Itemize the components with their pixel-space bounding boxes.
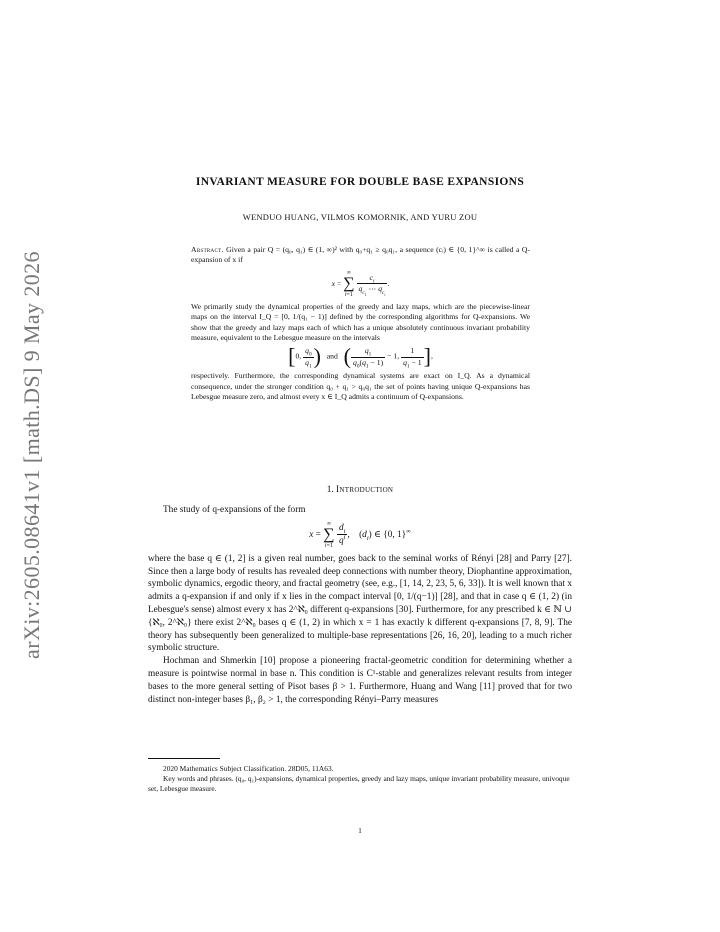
- page-number: 1: [358, 826, 362, 835]
- paper-authors: WENDUO HUANG, VILMOS KOMORNIK, AND YURU ZOU: [242, 212, 478, 222]
- section-number: 1.: [326, 485, 334, 495]
- arxiv-sidebar: [10, 250, 54, 660]
- paper-title: INVARIANT MEASURE FOR DOUBLE BASE EXPANSIONS: [195, 176, 525, 188]
- footnotes: [148, 764, 572, 794]
- body-intro: The study of q-expansions of the form: [163, 505, 306, 515]
- abstract-para-3: respectively. Furthermore, the corresponding dynamical systems are exact on I_Q. As a dynamical consequence, under the stronger condition q₀ + q₁ > q₀q₁ the set of points having unique Q-expansions has Lebesgue measure zero, and almost every x ∈ I_Q admits a continuum of Q-expansions.: [191, 371, 530, 402]
- abstract: [191, 245, 530, 402]
- abstract-equation-intervals: [0, $\frac{q_0}{q_1}$ ) and ( $\frac{q_1}{q_0(q_1 - 1)}$ − 1, $\frac{1}{q_1 - 1}$ ],: [288, 344, 433, 370]
- footnote-msc: 2020 Mathematics Subject Classification. 28D05, 11A63.: [163, 764, 334, 773]
- abstract-para-2: We primarily study the dynamical properties of the greedy and lazy maps, which are the piecewise-linear maps on the interval I_Q = [0, 1/(q₁ − 1)] defined by the corresponding algorithms for Q-expansions. We show that the greedy and lazy maps each of which has a unique absolutely continuous invariant probability measure, equivalent to the Lebesgue measure on the intervals: [191, 301, 530, 343]
- body-para-2: Hochman and Shmerkin [10] propose a pioneering fractal-geometric condition for determining whether a measure is pointwise normal in base n. This condition is C¹-stable and generalizes relevant results from integer bases to the more general setting of Pisot bases β > 1. Furthermore, Huang and Wang [11] proved that for two distinct non-integer bases β₁, β₂ > 1, the corresponding Rényi–Parry measures: [148, 656, 572, 705]
- body-text: [148, 504, 572, 706]
- abstract-equation-q-expansion: x = ∞ ∑ i=1 $\frac{c_i}{q_{c_1} \cdots q_{c_i}}$ .: [331, 269, 390, 298]
- body-equation-q-expansion: x = ∞ ∑ i=1 $\frac{d_i}{q^i}$ , $(d_i)$ ∈ {0, 1}∞: [309, 520, 411, 549]
- section-title: Introduction: [336, 485, 394, 495]
- footnote-keywords: Key words and phrases. (q₀, q₁)-expansions, dynamical properties, greedy and lazy maps, unique invariant probability measure, univoque set, Lebesgue measure.: [148, 774, 570, 793]
- arxiv-identifier: arXiv:2605.08641v1 [math.DS] 9 May 2026: [19, 251, 44, 659]
- body-para-1: where the base q ∈ (1, 2] is a given real number, goes back to the seminal works of Rényi [28] and Parry [27]. Since then a large body of results has revealed deep connections with number theory, Diophantine approximation, symbolic dynamics, ergodic theory, and fractal geometry (see, e.g., [1, 14, 2, 23, 5, 6, 33]). It is well known that x admits a q-expansion if and only if x lies in the compact interval [0, 1/(q−1)] [28], and that in case q ∈ (1, 2) (in Lebesgue's sense) almost every x has 2^ℵ₀ different q-expansions [30]. Furthermore, for any prescribed k ∈ ℕ ∪ {ℵ₀, 2^ℵ₀} there exist 2^ℵ₀ bases q ∈ (1, 2) in which x = 1 has exactly k different q-expansions [7, 8, 9]. The theory has subsequently been generalized to multiple-base representations [26, 16, 20], leading to a much richer symbolic structure.: [148, 553, 572, 654]
- footnote-rule: [148, 758, 220, 759]
- abstract-label: Abstract.: [191, 245, 224, 254]
- section-heading: [0, 485, 720, 495]
- abstract-para-1: [191, 245, 530, 266]
- abstract-text-1: Given a pair Q = (q₀, q₁) ∈ (1, ∞)² with q₀+q₁ ≥ q₀q₁, a sequence (cᵢ) ∈ {0, 1}^∞ is called a Q-expansion of x if: [191, 245, 531, 265]
